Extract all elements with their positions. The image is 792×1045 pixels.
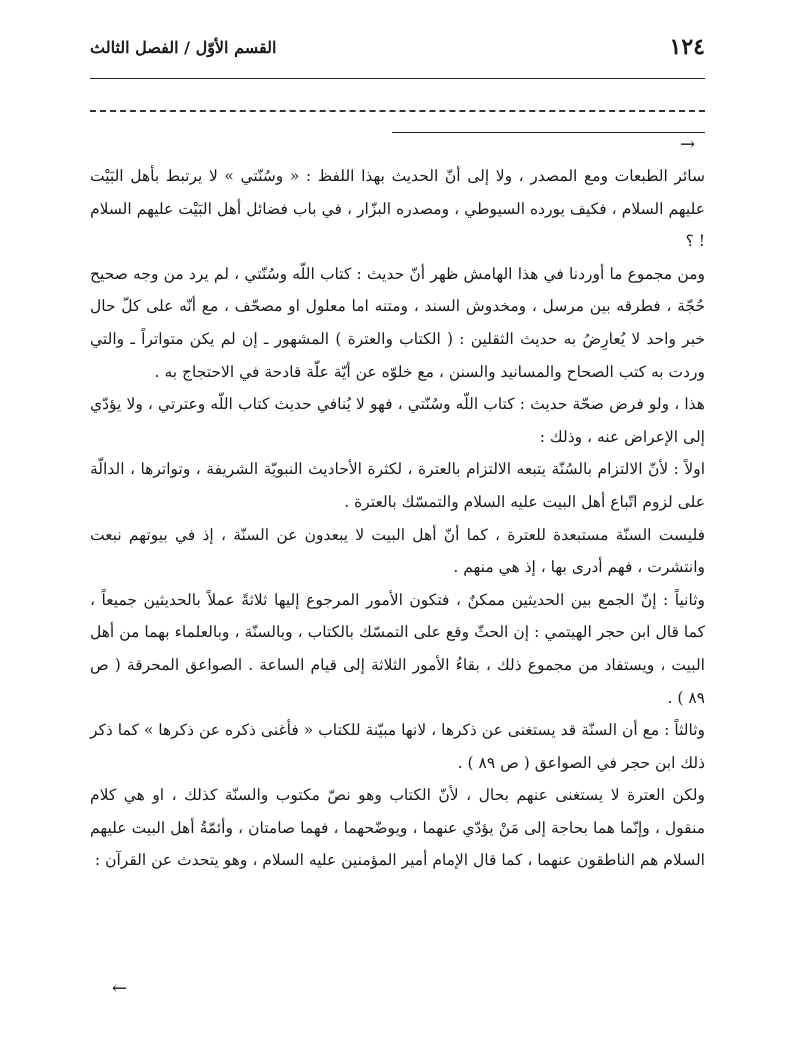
paragraph: وثانياً : إنّ الجمع بين الحديثين ممكنٌ ، فتكون الأمور المرجوع إليها ثلاثةً عملاً بالحديثين جميعاً ، كما قال ابن حجر الهيتمي : إن الحثّ وقع على التمسّك بالكتاب ، وبالسنّة ، وبالعلماء بهما من أهل البيت ، ويستفاد من مجموع ذلك ، بقاءُ الأمور الثلاثة إلى قيام الساعة . الصواعق المحرقة ( ص ٨٩ ) . [90, 590, 705, 707]
paragraph: ولكن العترة لا يستغنى عنهم بحال ، لأنّ الكتاب وهو نصّ مكتوب والسنّة كذلك ، او هي كلام منقول ، وإنّما هما بحاجة إلى مَنْ يؤدّي عنهما ، ويوضّحهما ، فهما صامتان ، وأئمّةُ أهل البيت عليهم السلام هم الناطقون عنهما ، كما قال الإمام أمير المؤمنين عليه السلام ، وهو يتحدث عن القرآن : [90, 786, 705, 870]
continuation-arrow-icon: → [680, 134, 696, 155]
header-rule [90, 78, 705, 79]
page-number: ١٢٤ [669, 34, 705, 60]
footnote-body [90, 160, 705, 877]
dashed-separator [90, 110, 705, 112]
running-title: القسم الأوّل / الفصل الثالث [90, 38, 277, 57]
paragraph: هذا ، ولو فرض صحّة حديث : كتاب اللّه وسُنّتي ، فهو لا يُنافي حديث كتاب اللّه وعترتي ، ولا يؤدّي إلى الإعراض عنه ، وذلك : [90, 395, 705, 446]
paragraph: فليست السنّة مستبعدة للعترة ، كما أنّ أهل البيت لا يبعدون عن السنّة ، إذ في بيوتهم نبعت وانتشرت ، فهم أدرى بها ، إذ هي منهم . [90, 525, 705, 577]
end-arrow-icon: ← [112, 978, 128, 999]
paragraph: سائر الطبعات ومع المصدر ، ولا إلى أنّ الحديث بهذا اللفظ : « وسُنّتي » لا يرتبط بأهل البَيْت عليهم السلام ، فكيف يورده السيوطي ، ومصدره البزّار ، في باب فضائل أهل البَيْت عليهم السلام ! ؟ [90, 167, 705, 251]
paragraph: وثالثاً : مع أن السنّة قد يستغنى عن ذكرها ، لانها مبيّنة للكتاب « فأغنى ذكره عن ذكرها » كما ذكر ذلك ابن حجر في الصواعق ( ص ٨٩ ) . [90, 721, 705, 772]
page-header [90, 30, 705, 68]
paragraph: اولاً : لأنّ الالتزام بالسُنّة يتبعه الالتزام بالعترة ، لكثرة الأحاديث النبويّة الشريفة ، وتواترها ، الدالّة على لزوم اتّباع أهل البيت عليه السلام والتمسّك بالعترة . [90, 460, 705, 511]
footnote-rule [392, 132, 705, 133]
paragraph: ومن مجموع ما أوردنا في هذا الهامش ظهر أنّ حديث : كتاب اللّه وسُنّتي ، لم يرد من وجه صحيح حُجّة ، فطرقه بين مرسل ، ومخدوش السند ، ومتنه اما معلول او مصحّف ، مع أنّه على كلّ حال خبر واحد لا يُعارِضُ به حديث الثقلين : ( الكتاب والعترة ) المشهور ـ إن لم يكن متواتراً ـ والتي وردت به كتب الصحاح والمسانيد والسنن ، مع خلوّه عن أيّة علّة قادحة في الاحتجاج به . [90, 264, 705, 381]
